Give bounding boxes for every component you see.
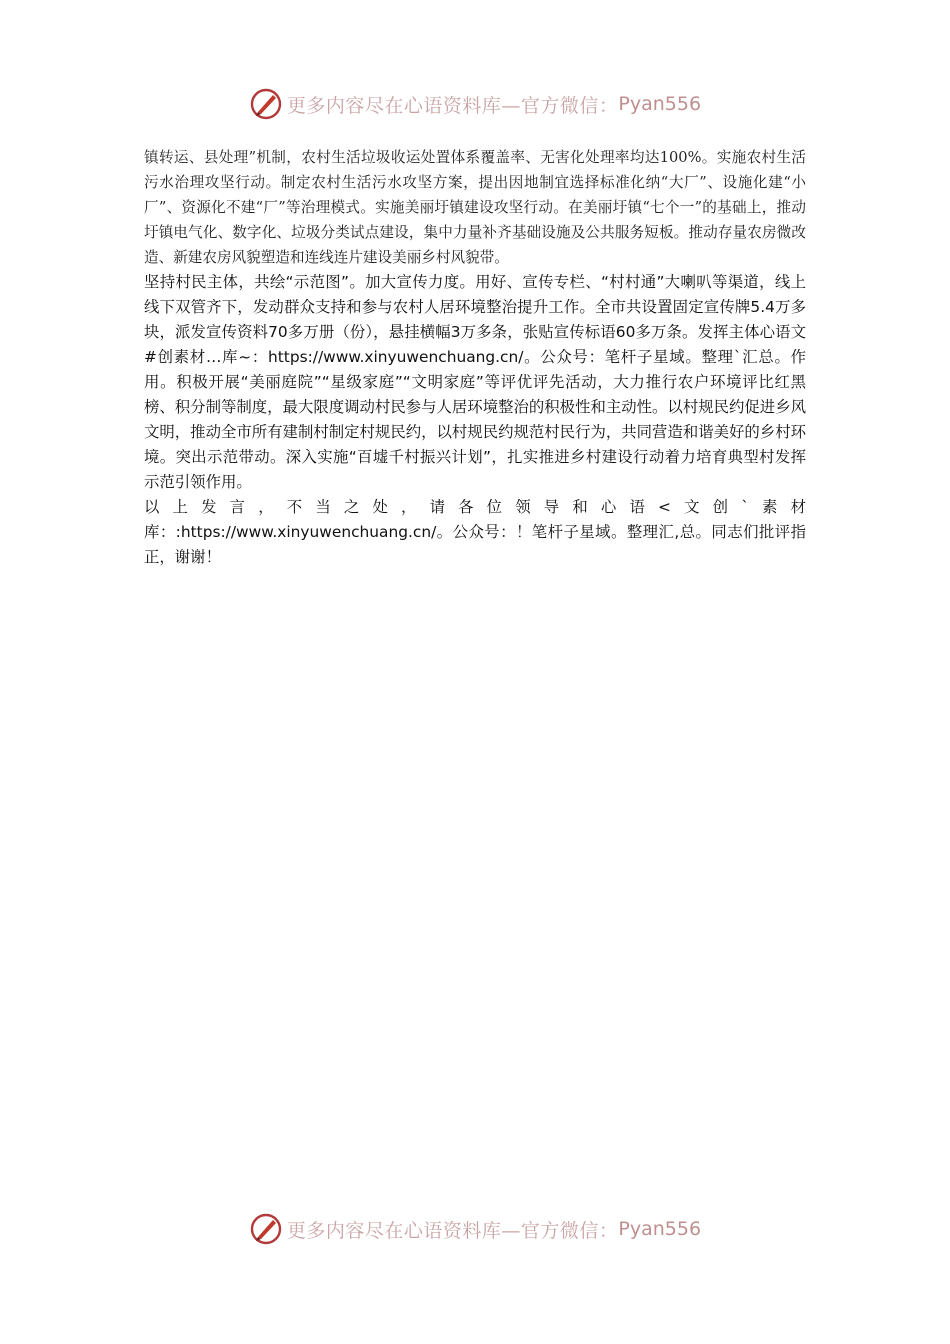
document-body: [144, 145, 806, 570]
paragraph-2: 坚持村民主体，共绘“示范图”。加大宣传力度。用好、宣传专栏、“村村通”大喇叭等渠道，线上线下双管齐下，发动群众支持和参与农村人居环境整治提升工作。全市共设置固定宣传牌5.4万多块，派发宣传资料70多万册（份），悬挂横幅3万多条，张贴宣传标语60多万条。发挥主体心语文#创素材…库~：https://www.xinyuwenchuang.cn/。公众号：笔杆子星域。整理`汇总。作用。积极开展“美丽庭院”“星级家庭”“文明家庭”等评优评先活动，大力推行农户环境评比红黑榜、积分制等制度，最大限度调动村民参与人居环境整治的积极性和主动性。以村规民约促进乡风文明，推动全市所有建制村制定村规民约，以村规民约规范村民行为，共同营造和谐美好的乡村环境。突出示范带动。深入实施“百墟千村振兴计划”，扎实推进乡村建设行动着力培育典型村发挥示范引领作用。: [144, 273, 806, 491]
paragraph-1: 镇转运、县处理”机制，农村生活垃圾收运处置体系覆盖率、无害化处理率均达100%。实施农村生活污水治理攻坚行动。制定农村生活污水攻坚方案，提出因地制宜选择标准化纳“大厂”、设施化建“小厂”、资源化不建“厂”等治理模式。实施美丽圩镇建设攻坚行动。在美丽圩镇“七个一”的基础上，推动圩镇电气化、数字化、垃圾分类试点建设，集中力量补齐基础设施及公共服务短板。推动存量农房微改造、新建农房风貌塑造和连线连片建设美丽乡村风貌带。: [144, 149, 806, 266]
pen-circle-icon: [249, 87, 283, 121]
banner-text: 更多内容尽在心语资料库—官方微信：: [286, 94, 619, 117]
paragraph-3: 以上发言，不当之处，请各位领导和心语<文创`素材库：:https://www.xinyuwenchuang.cn/。公众号：！笔杆子星域。整理汇,总。同志们批评指正，谢谢！: [144, 498, 806, 566]
pen-circle-icon: [249, 1212, 283, 1246]
banner-wechat-id: Pyan556: [618, 1218, 702, 1240]
footer-banner: [0, 1209, 950, 1249]
header-banner: [0, 84, 950, 124]
banner-text: 更多内容尽在心语资料库—官方微信：: [286, 1219, 619, 1242]
banner-wechat-id: Pyan556: [618, 93, 702, 115]
